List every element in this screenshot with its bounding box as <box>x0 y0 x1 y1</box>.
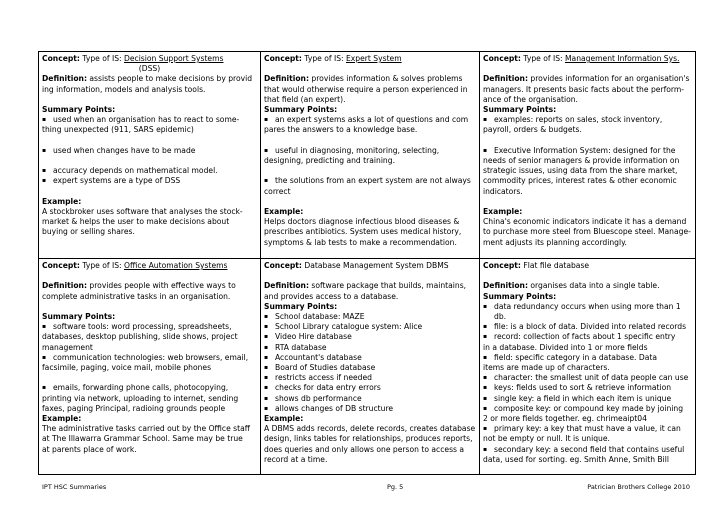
summary-point: allows changes of DB structure <box>275 403 394 413</box>
bullet-icon: ▪ <box>483 323 488 331</box>
definition-text: software package that builds, maintains, <box>308 281 467 291</box>
concept-label: Concept: <box>483 261 521 270</box>
example-text: A stockbroker uses software that analyses the stock- <box>42 206 243 216</box>
summary-points-label: Summary Points: <box>264 301 338 311</box>
definition-text: and provides access to a database. <box>264 291 399 301</box>
summary-point: used when an organisation has to react to some- <box>53 115 240 125</box>
summary-point: RTA database <box>275 342 327 352</box>
concept-label: Concept: <box>42 54 80 63</box>
summary-table <box>38 51 696 475</box>
summary-point: character: the smallest unit of data people can use <box>494 373 689 383</box>
bullet-icon: ▪ <box>42 177 47 185</box>
definition-text: that field (an expert). <box>264 94 346 104</box>
bullet-icon: ▪ <box>264 177 269 185</box>
bullet-icon: ▪ <box>42 353 47 361</box>
type-of-is-label: Type of IS: <box>301 54 346 63</box>
bullet-icon: ▪ <box>264 333 269 341</box>
footer-left: IPT HSC Summaries <box>42 483 107 491</box>
summary-point: restricts access if needed <box>275 373 372 383</box>
concept-heading: Database Management System DBMS <box>301 261 449 270</box>
definition-label: Definition: <box>483 74 528 84</box>
summary-point: data, used for sorting. eg. Smith Anne, Smith Bill <box>483 454 669 464</box>
summary-point: School Library catalogue system: Alice <box>275 322 423 332</box>
bullet-icon: ▪ <box>483 302 488 310</box>
summary-point: accuracy depends on mathematical model. <box>53 166 218 176</box>
concept-label: Concept: <box>264 54 302 63</box>
summary-point: expert systems are a type of DSS <box>53 176 181 186</box>
summary-point: Video Hire database <box>275 332 352 342</box>
summary-point: designing, predicting and training. <box>264 156 395 165</box>
bullet-icon: ▪ <box>264 343 269 351</box>
bullet-icon: ▪ <box>483 394 488 402</box>
summary-point: items are made up of characters. <box>483 363 610 373</box>
definition-text: ing information, models and analysis tools. <box>42 84 206 94</box>
summary-point: keys: fields used to sort & retrieve information <box>494 383 672 393</box>
summary-point: data redundancy occurs when using more than 1 <box>494 301 681 311</box>
concept-topic: Office Automation Systems <box>124 261 228 270</box>
cell-flat-file-database <box>480 259 696 475</box>
footer-right: Patrician Brothers College 2010 <box>587 483 690 491</box>
cell-database-management-system <box>261 259 480 475</box>
concept-label: Concept: <box>483 54 521 63</box>
concept-topic: Decision Support Systems <box>124 54 224 63</box>
summary-point: file: is a block of data. Divided into related records <box>494 322 687 332</box>
summary-point: thing unexpected (911, SARS epidemic) <box>42 125 194 135</box>
concept-heading: Flat file database <box>520 261 590 270</box>
definition-text: ance of the organisation. <box>483 94 578 104</box>
definition-text: that would otherwise require a person experienced in <box>264 84 468 94</box>
type-of-is-label: Type of IS: <box>79 261 124 270</box>
summary-point: in a database. Divided into 1 or more fields <box>483 342 648 352</box>
summary-point: shows db performance <box>275 393 362 403</box>
summary-point: emails, forwarding phone calls, photocopying, <box>53 383 229 393</box>
summary-point: facsimile, paging, voice mail, mobile phones <box>42 363 212 372</box>
bullet-icon: ▪ <box>264 116 269 124</box>
bullet-icon: ▪ <box>264 323 269 331</box>
summary-point: primary key: a key that must have a value, it can <box>494 424 681 434</box>
definition-label: Definition: <box>483 281 528 291</box>
example-text: design, links tables for relationships, produces reports, <box>264 434 473 444</box>
summary-point: field: specific category in a database. Data <box>494 352 658 362</box>
summary-point: communication technologies: web browsers, email, <box>53 352 249 362</box>
bullet-icon: ▪ <box>264 313 269 320</box>
summary-point: Board of Studies database <box>275 363 376 373</box>
cell-management-information-system <box>480 52 696 259</box>
concept-topic: Expert System <box>346 54 402 63</box>
summary-point: Accountant's database <box>275 352 362 362</box>
summary-point: record: collection of facts about 1 specific entry <box>494 332 676 342</box>
bullet-icon: ▪ <box>264 384 269 392</box>
summary-point: faxes, paging Principal, radioing grounds people <box>42 403 226 413</box>
type-of-is-label: Type of IS: <box>79 54 124 63</box>
bullet-icon: ▪ <box>264 146 269 154</box>
example-text: at The Illawarra Grammar School. Same may be true <box>42 434 243 444</box>
example-text: China's economic indicators indicate it has a demand <box>483 217 687 227</box>
summary-point: composite key: or compound key made by joining <box>494 403 684 413</box>
summary-point: Executive Information System: designed for the <box>494 145 676 155</box>
bullet-icon: ▪ <box>42 323 47 331</box>
example-text: market & helps the user to make decisions about <box>42 217 230 227</box>
definition-text: assists people to make decisions by provid <box>86 74 253 84</box>
summary-point: needs of senior managers & provide information on <box>483 156 680 165</box>
bullet-icon: ▪ <box>483 116 488 124</box>
bullet-icon: ▪ <box>483 374 488 382</box>
example-text: record at a time. <box>264 454 328 464</box>
definition-label: Definition: <box>264 281 309 291</box>
summary-point: secondary key: a second field that contains useful <box>494 444 685 454</box>
example-label: Example: <box>264 414 304 424</box>
bullet-icon: ▪ <box>42 116 47 124</box>
definition-text: provides people with effective ways to <box>86 281 236 291</box>
summary-point: strategic issues, using data from the share market, <box>483 166 678 176</box>
example-text: symptoms & lab tests to make a recommendation. <box>264 237 457 247</box>
bullet-icon: ▪ <box>42 146 47 154</box>
summary-points-label: Summary Points: <box>42 311 116 321</box>
cell-office-automation-systems <box>39 259 261 475</box>
bullet-icon: ▪ <box>42 167 47 175</box>
summary-point: software tools: word processing, spreadsheets, <box>53 322 232 332</box>
concept-topic-continued: (DSS) <box>138 64 161 74</box>
bullet-icon: ▪ <box>483 353 488 361</box>
example-text: buying or selling shares. <box>42 227 135 237</box>
summary-point: 2 or more fields together. eg. chrimeaipt04 <box>483 414 647 424</box>
summary-points-label: Summary Points: <box>483 105 557 114</box>
bullet-icon: ▪ <box>264 364 269 372</box>
summary-point: payroll, orders & budgets. <box>483 125 582 135</box>
bullet-icon: ▪ <box>483 146 488 154</box>
cell-expert-system <box>261 52 480 259</box>
cell-decision-support-systems <box>39 52 261 259</box>
footer-page-number: Pg. 5 <box>387 483 404 491</box>
bullet-icon: ▪ <box>483 384 488 392</box>
bullet-icon: ▪ <box>264 353 269 361</box>
bullet-icon: ▪ <box>483 445 488 453</box>
summary-point: the solutions from an expert system are not always <box>275 176 471 186</box>
summary-point: School database: MAZE <box>275 312 365 321</box>
definition-label: Definition: <box>42 74 87 84</box>
summary-point: management <box>42 342 93 352</box>
example-text: does queries and only allows one person to access a <box>264 444 465 454</box>
concept-label: Concept: <box>42 261 80 270</box>
bullet-icon: ▪ <box>264 404 269 412</box>
summary-point: indicators. <box>483 186 523 196</box>
concept-topic: Management Information Sys. <box>565 54 680 63</box>
definition-text: managers. It presents basic facts about the perform- <box>483 84 685 94</box>
bullet-icon: ▪ <box>264 374 269 382</box>
bullet-icon: ▪ <box>483 404 488 412</box>
example-text: The administrative tasks carried out by the Office staff <box>42 424 250 434</box>
page-footer <box>42 482 690 492</box>
summary-points-label: Summary Points: <box>42 105 116 114</box>
summary-point: correct <box>264 186 291 196</box>
example-label: Example: <box>42 196 82 206</box>
bullet-icon: ▪ <box>483 333 488 341</box>
summary-point: databases, desktop publishing, slide shows, project <box>42 332 238 342</box>
type-of-is-label: Type of IS: <box>520 54 565 63</box>
bullet-icon: ▪ <box>264 394 269 402</box>
definition-label: Definition: <box>42 281 87 291</box>
example-text: ment adjusts its planning accordingly. <box>483 237 627 247</box>
summary-point: used when changes have to be made <box>53 145 196 155</box>
summary-point: printing via network, uploading to internet, sending <box>42 393 239 403</box>
example-text: at parents place of work. <box>42 444 137 454</box>
bullet-icon: ▪ <box>42 384 47 392</box>
summary-point: db. <box>494 312 507 321</box>
summary-point: checks for data entry errors <box>275 383 381 393</box>
summary-points-label: Summary Points: <box>483 291 557 301</box>
definition-label: Definition: <box>264 74 309 84</box>
bullet-icon: ▪ <box>483 425 488 433</box>
example-text: Helps doctors diagnose infectious blood diseases & <box>264 217 460 227</box>
definition-text: provides information & solves problems <box>308 74 463 84</box>
example-text: A DBMS adds records, delete records, creates database <box>264 424 476 434</box>
summary-point: an expert systems asks a lot of questions and com <box>275 115 469 125</box>
example-label: Example: <box>264 206 304 216</box>
example-label: Example: <box>42 414 82 423</box>
example-text: to purchase more steel from Bluescope steel. Manage- <box>483 227 691 237</box>
summary-point: examples: reports on sales, stock inventory, <box>494 115 663 125</box>
definition-text: complete administrative tasks in an organisation. <box>42 291 231 301</box>
summary-points-label: Summary Points: <box>264 105 338 114</box>
summary-point: single key: a field in which each item is unique <box>494 393 672 403</box>
definition-text: provides information for an organisation's <box>527 74 690 84</box>
example-text: prescribes antibiotics. System uses medical history, <box>264 227 462 237</box>
concept-label: Concept: <box>264 261 302 270</box>
example-label: Example: <box>483 207 523 216</box>
summary-point: commodity prices, interest rates & other economic <box>483 176 677 186</box>
summary-point: pares the answers to a knowledge base. <box>264 125 418 135</box>
summary-point: useful in diagnosing, monitoring, selecting, <box>275 145 440 155</box>
summary-point: not be empty or null. It is unique. <box>483 434 610 444</box>
definition-text: organises data into a single table. <box>527 281 660 291</box>
